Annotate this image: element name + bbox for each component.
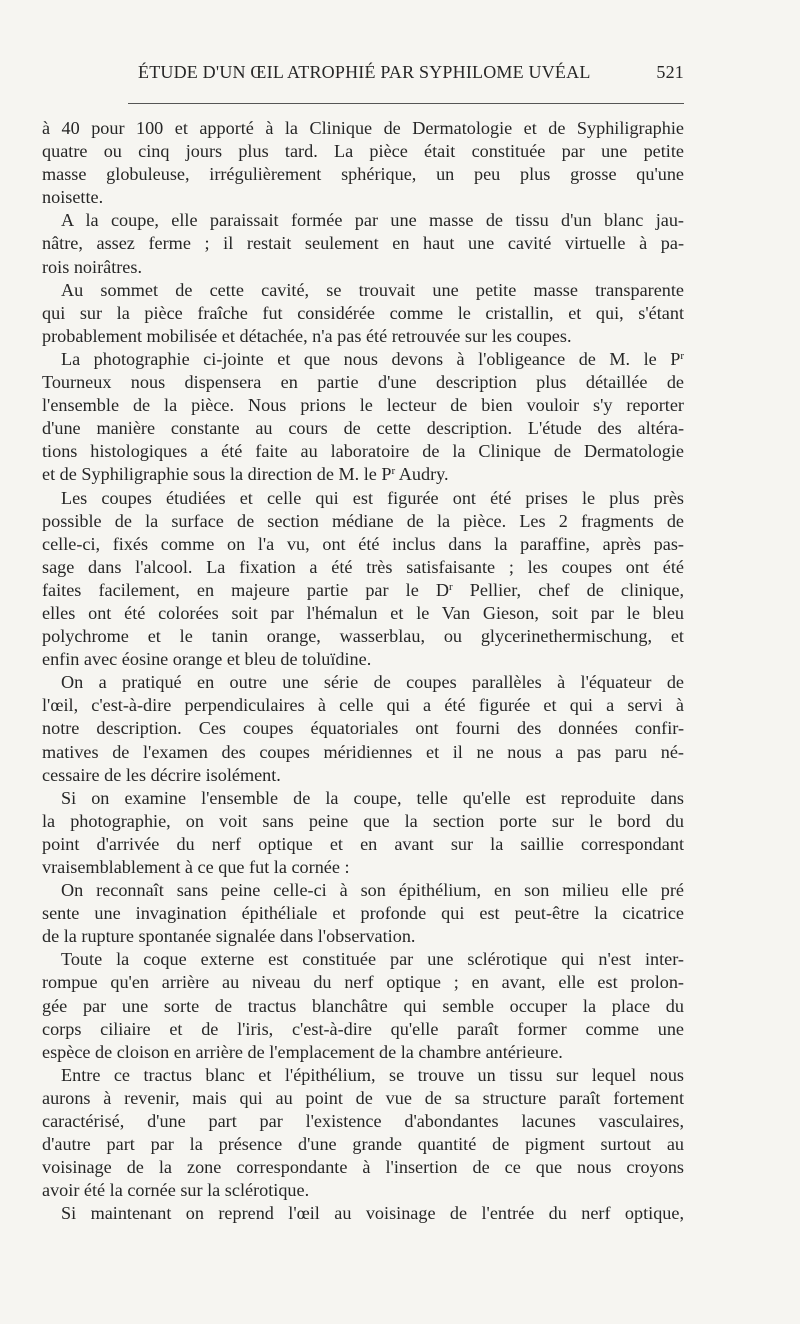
text-line: Tourneux nous dispensera en partie d'une description plus détaillée de <box>42 372 684 393</box>
text-segment: La photographie ci-jointe et que nous devons à l'obligeance de M. le P <box>61 348 681 369</box>
text-line: l'œil, c'est-à-dire perpendiculaires à celle qui a été figurée et qui a servi à <box>42 695 684 716</box>
text-line: sente une invagination épithéliale et profonde qui est peut-être la cicatrice <box>42 903 684 924</box>
text-line: masse globuleuse, irrégulièrement sphérique, un peu plus grosse qu'une <box>42 164 684 185</box>
text-line: elles ont été colorées soit par l'hémalun et le Van Gieson, soit par le bleu <box>42 602 684 623</box>
text-line: Si maintenant on reprend l'œil au voisinage de l'entrée du nerf optique, <box>61 1203 684 1224</box>
text-line: aurons à revenir, mais qui au point de vue de sa structure paraît fortement <box>42 1087 684 1108</box>
text-line: Si on examine l'ensemble de la coupe, telle qu'elle est reproduite dans <box>61 787 684 808</box>
text-line: cessaire de les décrire isolément. <box>42 764 281 785</box>
body-text <box>42 117 684 1226</box>
text-line: d'une manière constante au cours de cette description. L'étude des altéra- <box>42 418 684 439</box>
text-line: noisette. <box>42 187 104 208</box>
text-line: A la coupe, elle paraissait formée par une masse de tissu d'un blanc jau- <box>61 210 684 231</box>
superscript: r <box>680 349 684 362</box>
text-line: nâtre, assez ferme ; il restait seulement en haut une cavité virtuelle à pa- <box>42 233 684 254</box>
text-line: sage dans l'alcool. La fixation a été très satisfaisante ; les coupes ont été <box>42 556 684 577</box>
page-number: 521 <box>656 62 684 82</box>
text-line <box>42 579 684 602</box>
text-line: possible de la surface de section médiane de la pièce. Les 2 fragments de <box>42 510 684 531</box>
text-line: corps ciliaire et de l'iris, c'est-à-dire qu'elle paraît former comme une <box>42 1018 684 1039</box>
text-line: polychrome et le tanin orange, wasserblau, ou glycerinethermischung, et <box>42 626 684 647</box>
text-line: l'ensemble de la pièce. Nous prions le lecteur de bien vouloir s'y reporter <box>42 395 684 416</box>
text-line: Entre ce tractus blanc et l'épithélium, se trouve un tissu sur lequel nous <box>61 1064 684 1085</box>
text-line: Les coupes étudiées et celle qui est figurée ont été prises le plus près <box>61 487 684 508</box>
text-line: avoir été la cornée sur la sclérotique. <box>42 1180 310 1201</box>
text-line <box>42 348 684 371</box>
superscript: r <box>449 580 453 593</box>
text-line: gée par une sorte de tractus blanchâtre qui semble occuper la place du <box>42 995 684 1016</box>
running-title: ÉTUDE D'UN ŒIL ATROPHIÉ PAR SYPHILOME UVÉAL <box>138 62 591 82</box>
text-line: probablement mobilisée et détachée, n'a pas été retrouvée sur les coupes. <box>42 325 572 346</box>
text-line: la photographie, on voit sans peine que la section porte sur le bord du <box>42 810 684 831</box>
text-line: enfin avec éosine orange et bleu de toluïdine. <box>42 649 372 670</box>
text-line: qui sur la pièce fraîche fut considérée comme le cristallin, et qui, s'étant <box>42 302 684 323</box>
text-line: On reconnaît sans peine celle-ci à son épithélium, en son milieu elle pré <box>61 880 684 901</box>
superscript: r <box>391 465 396 478</box>
text-line: d'autre part par la présence d'une grande quantité de pigment surtout au <box>42 1134 684 1155</box>
text-line: celle-ci, fixés comme on l'a vu, ont été inclus dans la paraffine, après pas- <box>42 533 684 554</box>
text-line: à 40 pour 100 et apporté à la Clinique de Dermatologie et de Syphiligraphie <box>42 118 684 138</box>
text-segment: Audry. <box>395 464 449 485</box>
header-rule <box>128 103 684 104</box>
text-line: de la rupture spontanée signalée dans l'observation. <box>42 926 416 947</box>
text-line: Au sommet de cette cavité, se trouvait une petite masse transparente <box>61 279 684 300</box>
text-line: Toute la coque externe est constituée par une sclérotique qui n'est inter- <box>61 949 684 970</box>
text-line: quatre ou cinq jours plus tard. La pièce était constituée par une petite <box>42 141 684 162</box>
running-head <box>130 62 684 90</box>
text-line: On a pratiqué en outre une série de coupes parallèles à l'équateur de <box>61 672 684 693</box>
text-line: matives de l'examen des coupes méridiennes et il ne nous a pas paru né- <box>42 741 684 762</box>
text-segment: faites facilement, en majeure partie par le D <box>42 579 450 600</box>
text-line: point d'arrivée du nerf optique et en avant sur la saillie correspondant <box>42 833 684 854</box>
text-line: voisinage de la zone correspondante à l'insertion de ce que nous croyons <box>42 1157 684 1178</box>
text-line <box>42 463 684 486</box>
text-line: rompue qu'en arrière au niveau du nerf optique ; en avant, elle est prolon- <box>42 972 684 993</box>
text-line: vraisemblablement à ce que fut la cornée : <box>42 857 350 877</box>
text-line: tions histologiques a été faite au laboratoire de la Clinique de Dermatologie <box>42 441 684 462</box>
text-segment: Pellier, chef de clinique, <box>452 579 685 600</box>
text-line: espèce de cloison en arrière de l'emplacement de la chambre antérieure. <box>42 1041 563 1062</box>
text-line: notre description. Ces coupes équatoriales ont fourni des données confir- <box>42 718 684 739</box>
text-segment: et de Syphiligraphie sous la direction de M. le P <box>42 464 392 485</box>
text-line: rois noirâtres. <box>42 256 143 277</box>
text-line: caractérisé, d'une part par l'existence d'abondantes lacunes vasculaires, <box>42 1111 684 1132</box>
